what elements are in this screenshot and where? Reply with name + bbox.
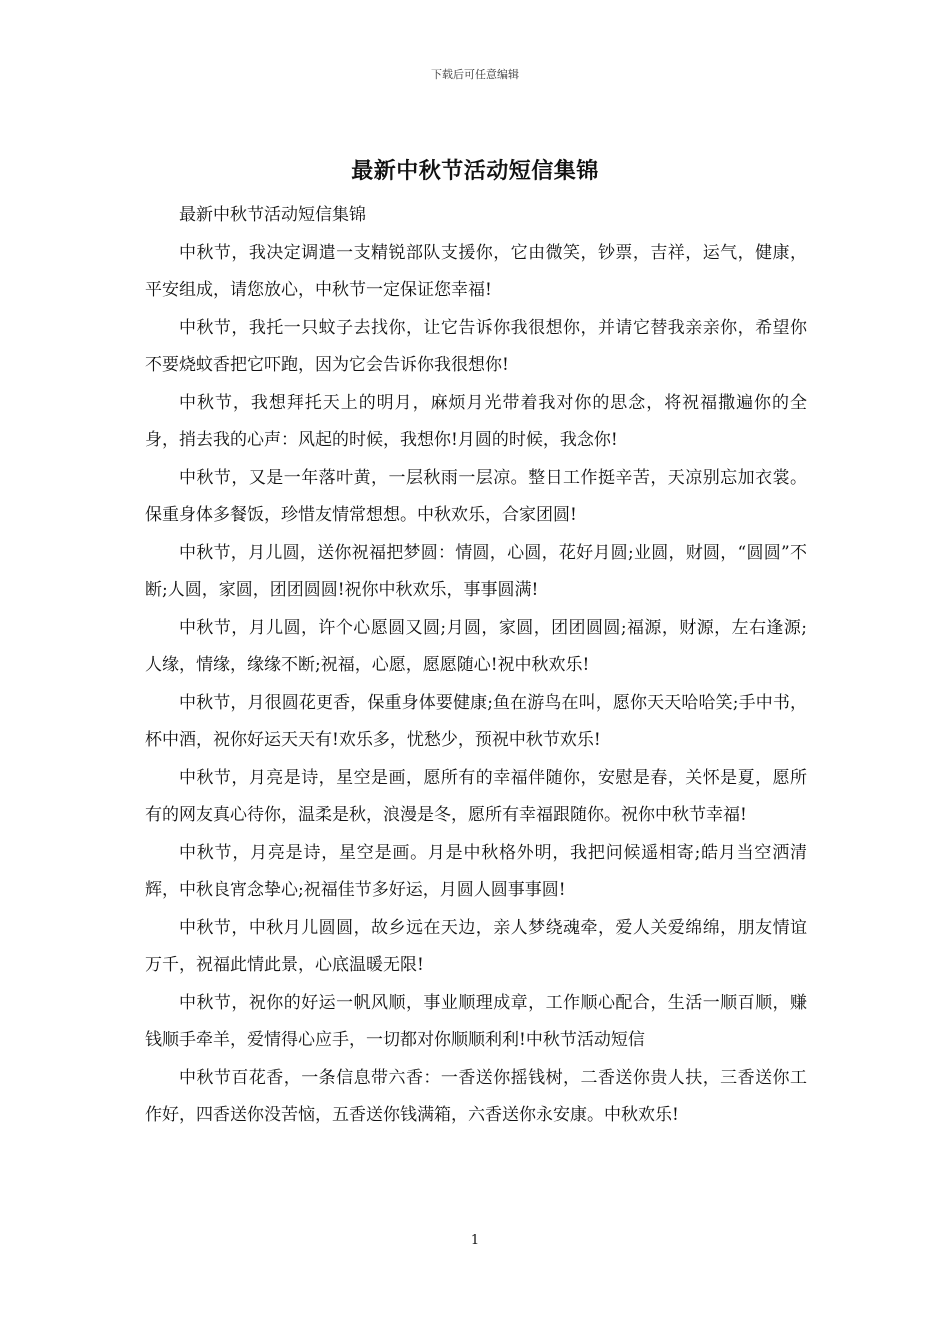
paragraph: 中秋节，月儿圆，许个心愿圆又圆;月圆，家圆，团团圆圆;福源，财源，左右逢源;人缘，情缘，缘缘不断;祝福，心愿，愿愿随心!祝中秋欢乐! <box>145 617 807 675</box>
paragraph-subtitle: 最新中秋节活动短信集锦 <box>179 205 366 225</box>
paragraph: 中秋节，又是一年落叶黄，一层秋雨一层凉。整日工作挺辛苦，天凉别忘加衣裳。保重身体多餐饭，珍惜友情常想想。中秋欢乐，合家团圆! <box>145 467 807 525</box>
paragraph: 中秋节，月亮是诗，星空是画，愿所有的幸福伴随你，安慰是春，关怀是夏，愿所有的网友真心待你，温柔是秋，浪漫是冬，愿所有幸福跟随你。祝你中秋节幸福! <box>145 767 807 825</box>
page-header-note: 下载后可任意编辑 <box>431 68 519 81</box>
document-body <box>145 197 807 1135</box>
document-title: 最新中秋节活动短信集锦 <box>351 158 599 184</box>
paragraph: 中秋节，我想拜托天上的明月，麻烦月光带着我对你的思念，将祝福撒遍你的全身，捎去我的心声：风起的时候，我想你!月圆的时候，我念你! <box>145 392 807 450</box>
paragraph: 中秋节，月亮是诗，星空是画。月是中秋格外明，我把问候遥相寄;皓月当空洒清辉，中秋良宵念挚心;祝福佳节多好运，月圆人圆事事圆! <box>145 842 807 900</box>
paragraph: 中秋节，我决定调遣一支精锐部队支援你，它由微笑，钞票，吉祥，运气，健康，平安组成，请您放心，中秋节一定保证您幸福! <box>145 242 807 300</box>
page-number: 1 <box>470 1233 480 1248</box>
paragraph: 中秋节，月很圆花更香，保重身体要健康;鱼在游鸟在叫，愿你天天哈哈笑;手中书，杯中酒，祝你好运天天有!欢乐多，忧愁少，预祝中秋节欢乐! <box>145 692 807 750</box>
paragraph: 中秋节，中秋月儿圆圆，故乡远在天边，亲人梦绕魂牵，爱人关爱绵绵，朋友情谊万千，祝福此情此景，心底温暖无限! <box>145 917 807 975</box>
paragraph: 中秋节，月儿圆，送你祝福把梦圆：情圆，心圆，花好月圆;业圆，财圆，“圆圆”不断;人圆，家圆，团团圆圆!祝你中秋欢乐，事事圆满! <box>145 542 807 600</box>
paragraph: 中秋节，我托一只蚊子去找你，让它告诉你我很想你，并请它替我亲亲你，希望你不要烧蚊香把它吓跑，因为它会告诉你我很想你! <box>145 317 807 375</box>
paragraph: 中秋节，祝你的好运一帆风顺，事业顺理成章，工作顺心配合，生活一顺百顺，赚钱顺手牵羊，爱情得心应手，一切都对你顺顺利利!中秋节活动短信 <box>145 992 807 1050</box>
paragraph: 中秋节百花香，一条信息带六香：一香送你摇钱树，二香送你贵人扶，三香送你工作好，四香送你没苦恼，五香送你钱满箱，六香送你永安康。中秋欢乐! <box>145 1067 807 1125</box>
